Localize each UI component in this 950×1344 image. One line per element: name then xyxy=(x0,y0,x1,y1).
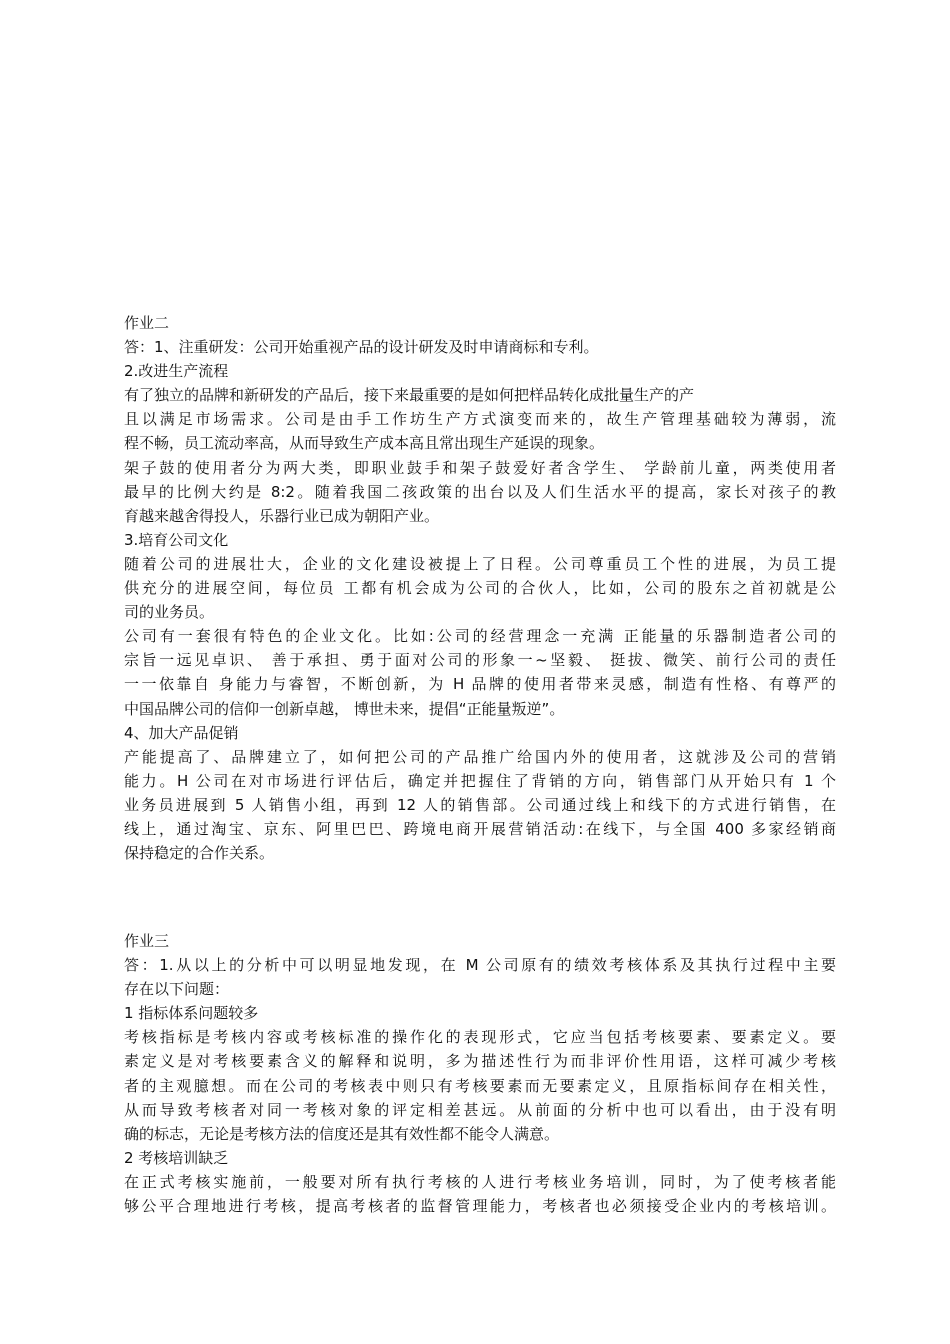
text-line: 2.改进生产流程 xyxy=(124,362,229,381)
text-line: 且以满足市场需求。公司是由手工作坊生产方式演变而来的，故生产管理基础较为薄弱，流 xyxy=(124,410,836,429)
text-line: 随着公司的进展壮大，企业的文化建设被提上了日程。公司尊重员工个性的进展，为员工提 xyxy=(124,554,836,573)
text-line: 程不畅，员工流动率高，从而导致生产成本高且常出现生产延误的现象。 xyxy=(124,434,605,453)
assignment-three-section xyxy=(124,929,836,1218)
text-line: 业务员进展到 5 人销售小组，再到 12 人的销售部。公司通过线上和线下的方式进行销售，在 xyxy=(124,795,836,814)
text-line: 育越来越舍得投人，乐器行业已成为朝阳产业。 xyxy=(124,506,440,525)
text-line: 最早的比例大约是 8:2。随着我国二孩政策的出台以及人们生活水平的提高，家长对孩子的教 xyxy=(124,482,836,501)
text-line: 者的主观臆想。而在公司的考核表中则只有考核要素而无要素定义，且原指标间存在相关性， xyxy=(124,1076,836,1095)
text-line: 在正式考核实施前，一般要对所有执行考核的人进行考核业务培训，同时，为了使考核者能 xyxy=(124,1172,836,1191)
text-line: 司的业务员。 xyxy=(124,603,215,622)
text-line: 保持稳定的合作关系。 xyxy=(124,844,275,863)
text-line: 产能提高了、品牌建立了，如何把公司的产品推广给国内外的使用者，这就涉及公司的营销 xyxy=(124,747,836,766)
text-line: 中国品牌公司的信仰一创新卓越， 博世未来，提倡“正能量叛逆”。 xyxy=(124,699,565,718)
text-line: 能力。H 公司在对市场进行评估后，确定并把握住了背销的方向，销售部门从开始只有 1 个 xyxy=(124,771,836,790)
text-line: 存在以下问题： xyxy=(124,980,230,999)
text-line: 从而导致考核者对同一考核对象的评定相差甚远。从前面的分析中也可以看出，由于没有明 xyxy=(124,1100,836,1119)
text-line: 够公平合理地进行考核，提高考核者的监督管理能力，考核者也必须接受企业内的考核培训。 xyxy=(124,1197,836,1216)
text-line: 供充分的进展空间，每位员 工都有机会成为公司的合伙人，比如，公司的股东之首初就是公 xyxy=(124,579,836,598)
assignment-two-section xyxy=(124,311,836,865)
text-line: 4、加大产品促销 xyxy=(124,723,239,742)
text-line: 答：1、注重研发：公司开始重视产品的设计研发及时申请商标和专利。 xyxy=(124,338,599,357)
text-line: 有了独立的品牌和新研发的产品后，接下来最重要的是如何把样品转化成批量生产的产 xyxy=(124,386,695,405)
text-line: 线上，通过淘宝、京东、阿里巴巴、跨境电商开展营销活动:在线下，与全国 400 多家经销商 xyxy=(124,819,836,838)
text-line: 2 考核培训缺乏 xyxy=(124,1148,229,1167)
text-line: 作业二 xyxy=(124,314,170,332)
text-line: 考核指标是考核内容或考核标准的操作化的表现形式，它应当包括考核要素、要素定义。要 xyxy=(124,1028,836,1047)
text-line: 3.培育公司文化 xyxy=(124,530,229,549)
text-line: 答：1.从以上的分析中可以明显地发现，在 M 公司原有的绩效考核体系及其执行过程中主要 xyxy=(124,956,836,975)
text-line: 作业三 xyxy=(124,932,170,950)
text-line: 一一依靠自 身能力与睿智，不断创新，为 H 品牌的使用者带来灵感，制造有性格、有尊严的 xyxy=(124,675,836,694)
text-line: 公司有一套很有特色的企业文化。比如:公司的经营理念一充满 正能量的乐器制造者公司的 xyxy=(124,627,836,646)
text-line: 1 指标体系问题较多 xyxy=(124,1004,259,1023)
text-line: 宗旨一远见卓识、 善于承担、勇于面对公司的形象一~坚毅、 挺拔、微笑、前行公司的责任 xyxy=(124,651,836,670)
text-line: 确的标志，无论是考核方法的信度还是其有效性都不能令人满意。 xyxy=(124,1124,560,1143)
text-line: 架子鼓的使用者分为两大类，即职业鼓手和架子鼓爱好者含学生、 学龄前儿童，两类使用者 xyxy=(124,458,836,477)
text-line: 素定义是对考核要素含义的解释和说明，多为描述性行为而非评价性用语，这样可减少考核 xyxy=(124,1052,836,1071)
